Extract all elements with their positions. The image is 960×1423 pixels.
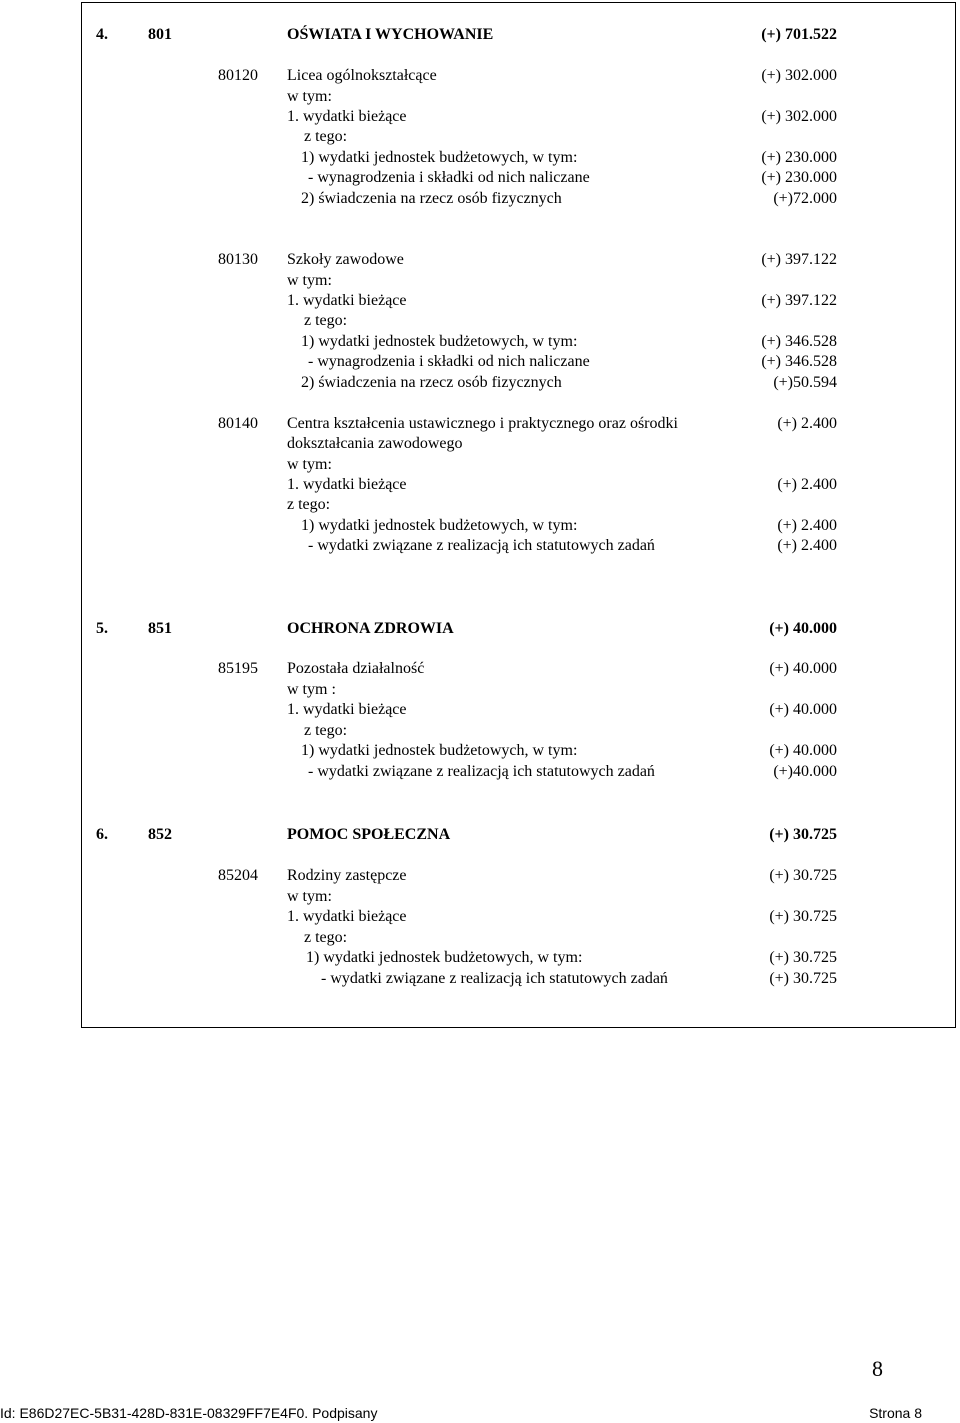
line-amount: (+) 346.528 bbox=[761, 353, 837, 370]
line-text: 1) wydatki jednostek budżetowych, w tym: bbox=[301, 333, 578, 350]
line-text: 1) wydatki jednostek budżetowych, w tym: bbox=[301, 517, 578, 534]
line-text: dokształcania zawodowego bbox=[287, 435, 463, 452]
line-amount: (+) 230.000 bbox=[761, 149, 837, 166]
line-text: 1. wydatki bieżące bbox=[287, 292, 407, 309]
line-text: 1. wydatki bieżące bbox=[287, 701, 407, 718]
line-text: Pozostała działalność bbox=[287, 660, 425, 677]
line-text: z tego: bbox=[304, 929, 348, 946]
line-amount: (+) 397.122 bbox=[761, 292, 837, 309]
section-code: 851 bbox=[148, 620, 172, 637]
section-amount: (+) 701.522 bbox=[761, 26, 837, 43]
section-amount: (+) 30.725 bbox=[769, 826, 837, 843]
section-code: 852 bbox=[148, 826, 172, 843]
line-text: 2) świadczenia na rzecz osób fizycznych bbox=[301, 374, 562, 391]
line-text: w tym: bbox=[287, 456, 332, 473]
section-title: OCHRONA ZDROWIA bbox=[287, 620, 454, 637]
line-amount: (+) 40.000 bbox=[769, 742, 837, 759]
line-text: Centra kształcenia ustawicznego i praktycznego oraz ośrodki bbox=[287, 415, 678, 432]
line-text: 1) wydatki jednostek budżetowych, w tym: bbox=[301, 742, 578, 759]
section-title: POMOC SPOŁECZNA bbox=[287, 826, 451, 843]
line-amount: (+) 30.725 bbox=[769, 970, 837, 987]
subsection-code: 80120 bbox=[218, 67, 258, 84]
line-text: 1. wydatki bieżące bbox=[287, 476, 407, 493]
subsection-code: 80130 bbox=[218, 251, 258, 268]
subsection-code: 80140 bbox=[218, 415, 258, 432]
page-number: 8 bbox=[872, 1356, 883, 1381]
footer-document-id: Id: E86D27EC-5B31-428D-831E-08329FF7E4F0. Podpisany bbox=[0, 1405, 378, 1421]
line-text: z tego: bbox=[304, 312, 348, 329]
footer-page-label: Strona 8 bbox=[869, 1405, 922, 1421]
line-amount: (+) 30.725 bbox=[769, 949, 837, 966]
line-text: w tym: bbox=[287, 272, 332, 289]
subsection-code: 85195 bbox=[218, 660, 258, 677]
line-text: w tym : bbox=[287, 681, 336, 698]
line-amount: (+) 230.000 bbox=[761, 169, 837, 186]
line-amount: (+) 302.000 bbox=[761, 67, 837, 84]
line-text: z tego: bbox=[304, 128, 348, 145]
line-text: 1) wydatki jednostek budżetowych, w tym: bbox=[306, 949, 583, 966]
section-number: 4. bbox=[96, 26, 108, 43]
line-text: - wydatki związane z realizacją ich statutowych zadań bbox=[308, 537, 655, 554]
line-text: 1. wydatki bieżące bbox=[287, 908, 407, 925]
line-amount: (+) 2.400 bbox=[777, 537, 837, 554]
line-text: - wynagrodzenia i składki od nich naliczane bbox=[308, 169, 590, 186]
line-text: - wynagrodzenia i składki od nich naliczane bbox=[308, 353, 590, 370]
line-amount: (+) 30.725 bbox=[769, 867, 837, 884]
section-amount: (+) 40.000 bbox=[769, 620, 837, 637]
line-amount: (+) 30.725 bbox=[769, 908, 837, 925]
line-amount: (+) 2.400 bbox=[777, 476, 837, 493]
subsection-code: 85204 bbox=[218, 867, 258, 884]
line-text: - wydatki związane z realizacją ich statutowych zadań bbox=[321, 970, 668, 987]
section-title: OŚWIATA I WYCHOWANIE bbox=[287, 26, 494, 43]
line-amount: (+) 2.400 bbox=[777, 517, 837, 534]
line-amount: (+) 397.122 bbox=[761, 251, 837, 268]
line-text: 1) wydatki jednostek budżetowych, w tym: bbox=[301, 149, 578, 166]
line-text: 2) świadczenia na rzecz osób fizycznych bbox=[301, 190, 562, 207]
line-text: z tego: bbox=[287, 496, 331, 513]
line-amount: (+)40.000 bbox=[773, 763, 837, 780]
document-table-frame bbox=[81, 2, 956, 1028]
line-amount: (+) 2.400 bbox=[777, 415, 837, 432]
line-amount: (+) 40.000 bbox=[769, 701, 837, 718]
line-text: z tego: bbox=[304, 722, 348, 739]
line-text: Rodziny zastępcze bbox=[287, 867, 407, 884]
line-text: - wydatki związane z realizacją ich statutowych zadań bbox=[308, 763, 655, 780]
line-amount: (+)72.000 bbox=[773, 190, 837, 207]
line-text: Szkoły zawodowe bbox=[287, 251, 404, 268]
line-text: 1. wydatki bieżące bbox=[287, 108, 407, 125]
line-text: w tym: bbox=[287, 88, 332, 105]
section-number: 5. bbox=[96, 620, 108, 637]
line-text: Licea ogólnokształcące bbox=[287, 67, 437, 84]
line-amount: (+) 40.000 bbox=[769, 660, 837, 677]
line-amount: (+) 346.528 bbox=[761, 333, 837, 350]
section-code: 801 bbox=[148, 26, 172, 43]
line-amount: (+) 302.000 bbox=[761, 108, 837, 125]
line-text: w tym: bbox=[287, 888, 332, 905]
section-number: 6. bbox=[96, 826, 108, 843]
line-amount: (+)50.594 bbox=[773, 374, 837, 391]
